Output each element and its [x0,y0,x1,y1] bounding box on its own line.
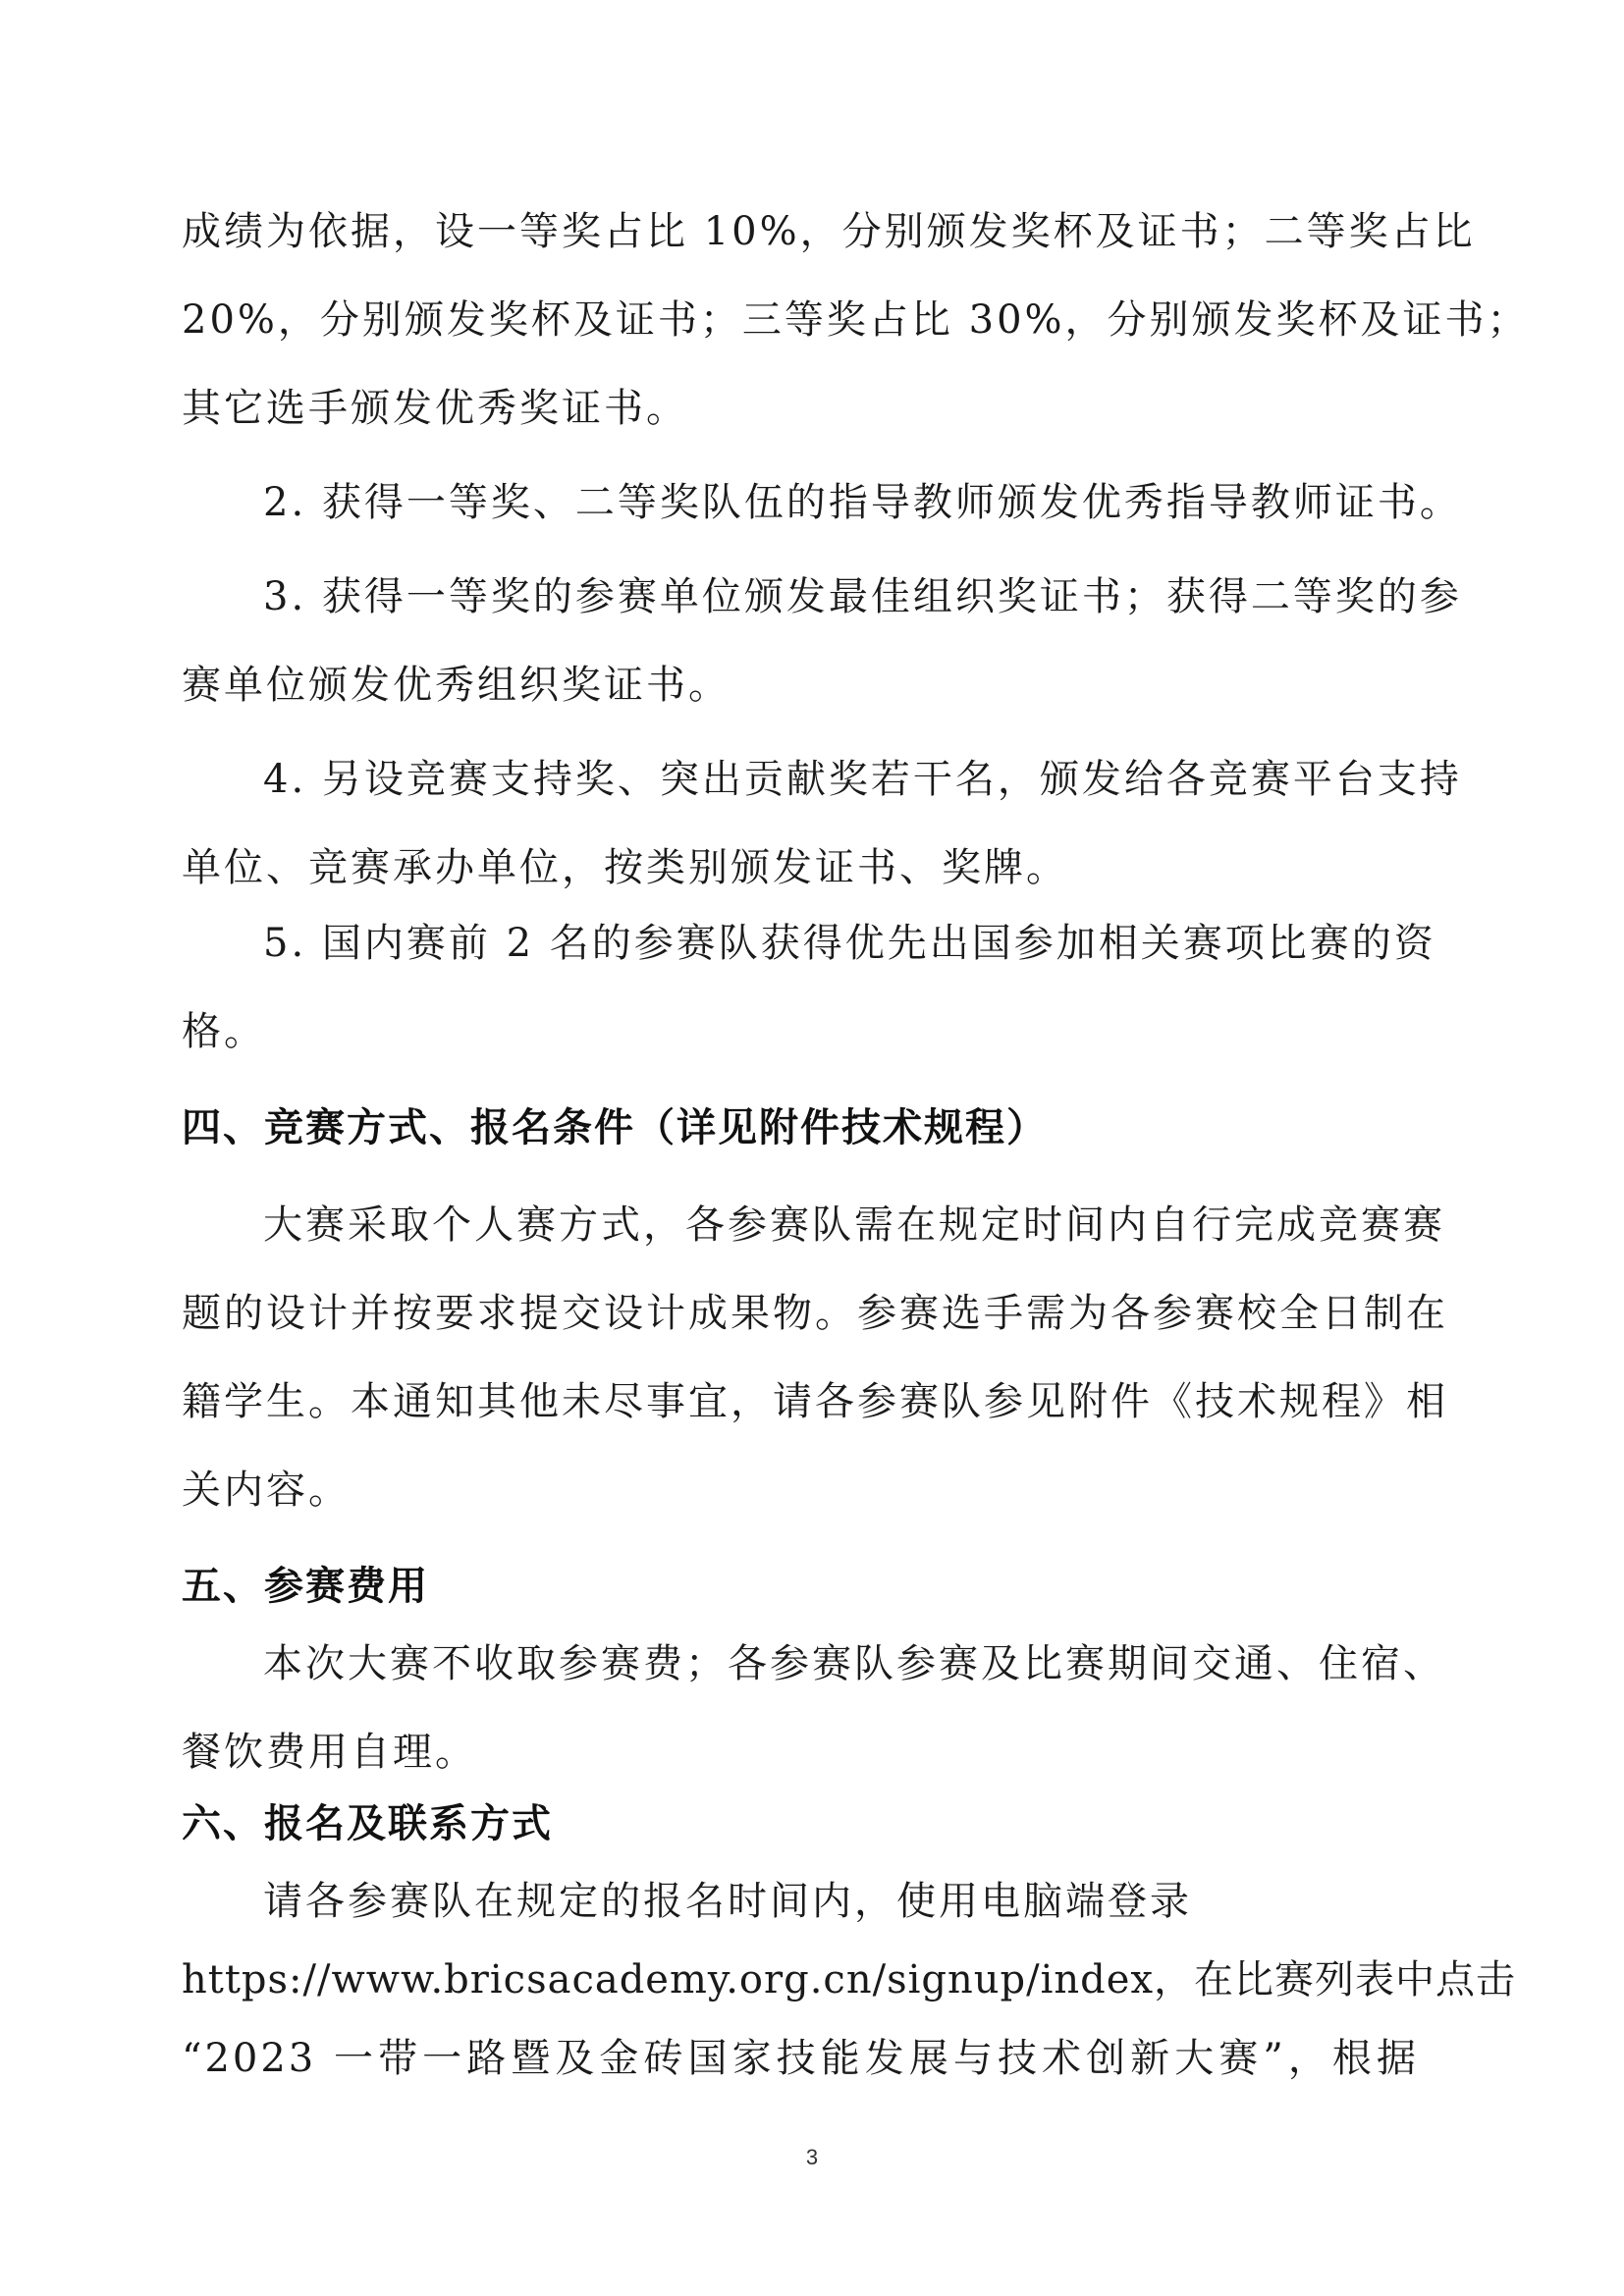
section-heading: 四、竞赛方式、报名条件（详见附件技术规程） [182,1105,1048,1150]
paragraph-line: 20%，分别颁发奖杯及证书；三等奖占比 30%，分别颁发奖杯及证书； [182,297,1530,343]
paragraph-line: 单位、竞赛承办单位，按类别颁发证书、奖牌。 [182,845,1068,890]
paragraph-line-url: https://www.bricsacademy.org.cn/signup/index，在比赛列表中点击 [182,1957,1516,2002]
section-heading: 六、报名及联系方式 [182,1801,553,1846]
paragraph-line: 3. 获得一等奖的参赛单位颁发最佳组织奖证书；获得二等奖的参 [263,574,1462,619]
paragraph-line: 2. 获得一等奖、二等奖队伍的指导教师颁发优秀指导教师证书。 [263,480,1462,525]
paragraph-line: 成绩为依据，设一等奖占比 10%，分别颁发奖杯及证书；二等奖占比 [182,209,1476,254]
section-heading: 五、参赛费用 [182,1564,429,1609]
paragraph-line: 大赛采取个人赛方式，各参赛队需在规定时间内自行完成竞赛赛 [263,1202,1445,1248]
paragraph-line: 4. 另设竞赛支持奖、突出贡献奖若干名，颁发给各竞赛平台支持 [263,757,1462,802]
paragraph-line: 5. 国内赛前 2 名的参赛队获得优先出国参加相关赛项比赛的资 [263,921,1436,966]
paragraph-line: 餐饮费用自理。 [182,1730,477,1775]
paragraph-line: 籍学生。本通知其他未尽事宜，请各参赛队参见附件《技术规程》相 [182,1379,1448,1424]
paragraph-line: 题的设计并按要求提交设计成果物。参赛选手需为各参赛校全日制在 [182,1291,1448,1336]
paragraph-line: 关内容。 [182,1468,351,1513]
paragraph-line: 其它选手颁发优秀奖证书。 [182,386,688,431]
paragraph-line: 格。 [182,1009,266,1054]
paragraph-line: 请各参赛队在规定的报名时间内，使用电脑端登录 [263,1879,1192,1924]
paragraph-line: 本次大赛不收取参赛费；各参赛队参赛及比赛期间交通、住宿、 [263,1641,1445,1686]
page-number: 3 [805,2145,819,2169]
paragraph-line: 赛单位颁发优秀组织奖证书。 [182,663,731,708]
paragraph-line: “2023 一带一路暨及金砖国家技能发展与技术创新大赛”，根据 [182,2036,1419,2081]
